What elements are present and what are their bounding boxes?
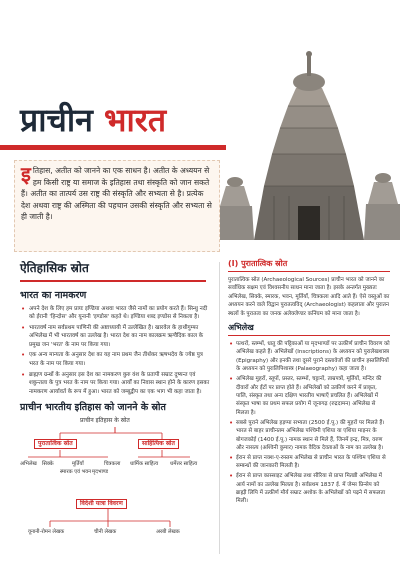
list-item: • एक अन्य मान्यता के अनुसार देश का यह नाम प्रथम जैन तीर्थंकर ऋषभदेव के ज्येष्ठ पुत्र भरत के नाम पर किया गया। [20,351,210,368]
diagram-leaf: मृदभाण्ड [92,469,109,476]
diagram-leaf: अरबी लेखक [156,529,180,536]
naming-list [20,305,210,397]
diagram-root: प्राचीन इतिहास के स्रोत [80,417,130,425]
diagram-leaf: धर्मेत्तर साहित्य [170,461,198,468]
left-column [20,260,210,545]
inscriptions-list [228,340,390,506]
list-item: • सबसे पुराने अभिलेख हड़प्पा सभ्यता (2500 ई.पू.) की मुहरों पर मिलते हैं। भारत से बाहर प्राचीनतम अभिलेख पश्चिमी एशिया या एशिया माइनर के बोगजकोई (1400 ई.पू.) नामक स्थान से मिले हैं, जिनमें इन्द्र, मित्र, वरुण और नासत्य (अश्विनी कुमार) नामक वैदिक देवताओं के नाम का उल्लेख है। [228,419,390,453]
diagram-literary-node: साहित्यिक स्रोत [138,439,179,449]
list-item: • अपने देश के लिए हम प्रायः इण्डिया अथवा भारत जैसे नामों का प्रयोग करते हैं। सिन्धु नदी को ईरानी 'हिन्दोस' और यूनानी 'इण्डोस' कहते थे। इण्डिया शब्द इण्डोस से निकला है। [20,305,210,322]
temple-illustration [214,36,400,240]
diagram-leaf: यूनानी-रोमन लेखक [28,529,65,536]
diagram-title: प्राचीन भारतीय इतिहास को जानने के स्रोत [20,402,166,414]
diagram-leaf: स्मारक एवं भवन [60,469,92,476]
title-word-2: भारत [104,101,167,139]
diagram-leaf: चित्रकला [104,461,121,468]
section-title-historical-sources: ऐतिहासिक स्रोत [20,261,89,275]
subtitle-naming: भारत का नामकरण [20,289,87,301]
diagram-leaf: अभिलेख [20,461,37,468]
heading-archaeological-sources: (I) पुरातात्विक स्रोत [228,259,288,268]
diagram-connectors [20,417,210,545]
heading-rule [228,271,390,272]
page-title [20,100,166,140]
list-item: • अभिलेख मुहरों, स्तूपों, प्रस्तर, स्तम्भों, चट्टानों, ताम्रपत्रों, मूर्तियों, मन्दिर की दीवारों और ईंटों पर प्राप्त होते हैं। अभिलेखों को उत्कीर्ण करने में प्राकृत, पालि, संस्कृत तथा अन्य दक्षिण भारतीय भाषाएँ प्रचलित हैं। अभिलेखों में संस्कृत भाषा का प्रथम सफल प्रयोग में जूनागढ़ (रुद्रदामन) अभिलेख से मिलता है। [228,375,390,417]
diagram-archaeological-node: पुरातात्विक स्रोत [34,439,77,449]
right-column [228,258,390,507]
diagram-leaf: चीनी लेखक [94,529,117,536]
list-item: • ईरान से प्राप्त कास्साइट अभिलेख तथा सीरिया से प्राप्त मितन्नी अभिलेख में आर्य नामों का उल्लेख मिलता है। सर्वप्रथम 1837 ई. में जेम्स प्रिन्सेप को ब्राह्मी लिपि में उत्कीर्ण मौर्य सम्राट अशोक के अभिलेखों को पढ़ने में सफलता मिली। [228,472,390,506]
list-item: • ईरान से प्राप्त नक्श-ए-रुस्तम अभिलेख से प्राचीन भारत के पश्चिम एशिया से सम्बन्धों की जानकारी मिलती है। [228,454,390,471]
list-item: • ब्राह्मण ग्रन्थों के अनुसार इस देश का नामकरण कुरु वंश के प्रतापी सम्राट दुष्यन्त एवं शकुन्तला के पुत्र भरत के नाम पर किया गया। आर्यों का निवास स्थान होने के कारण इसका नामकरण आर्यावर्त के रूप में हुआ। भारत को जम्बूद्वीप का एक भाग भी कहा जाता है। [20,371,210,397]
diagram-leaf: सिक्के [42,461,54,468]
section-rule [20,280,206,282]
sources-diagram [20,417,210,545]
heading-rule [228,335,390,336]
column-divider [219,262,220,554]
list-item: • पत्थरों, स्तम्भों, धातु की पट्टिकाओं या मृदभाण्डों पर उत्कीर्ण प्राचीन विवरण को अभिलेख कहते हैं। अभिलेखों (Inscriptions) के अध्ययन को पुरालेखशास्त्र (Epigraphy) और इनकी तथा दूसरे पुराने दस्तावेजों की प्राचीन हस्तलिपियों के अध्ययन को पुरालिपिशास्त्र (Palaeography) कहा जाता है। [228,340,390,374]
diagram-leaf: मूर्तियाँ [72,461,84,468]
intro-drop-cap: इ [21,162,31,186]
intro-box [14,160,220,252]
diagram-foreign-node: विदेशी यात्रा विवरण [76,499,127,509]
heading-inscriptions: अभिलेख [228,323,254,333]
intro-text: तिहास, अतीत को जानने का एक साधन है। अतीत के अध्ययन से हम किसी राष्ट्र या समाज के इतिहास तथा संस्कृति को जान सकते हैं। अतीत का तात्पर्य उस राष्ट्र की संस्कृति और सभ्यता से है। प्रत्येक देश अथवा राष्ट्र की अस्मिता की पहचान उसकी संस्कृति और सभ्यता से ही जाती है। [21,166,212,221]
archaeological-paragraph: पुरातात्विक स्रोत (Archaeological Sources) प्राचीन भारत को जानने का सर्वाधिक सक्षम एवं विश्वसनीय साधन माना जाता है। इसके अन्तर्गत मुख्यतः अभिलेख, सिक्के, स्मारक, भवन, मूर्तियाँ, चित्रकला आदि आते हैं। ऐसे वस्तुओं का अध्ययन करने वाले विद्वान पुरातत्वविद् (Archaeologist) कहलाता और पुरातन स्थलों के पुरातत्व का जनक अलेक्जेण्डर कनिंघम को माना जाता है। [228,277,390,317]
intro-accent-bar [0,145,226,150]
list-item: • भारतवर्ष नाम सर्वप्रथम पाणिनी की अष्टाध्यायी में उल्लेखित है। खारवेल के हाथीगुम्फा अभिलेख में भी भारतवर्ष का उल्लेख है। भारत देश का नाम कालक्रम ऋग्वैदिक काल के प्रमुख जन 'भरत' के नाम पर किया गया। [20,324,210,350]
diagram-leaf: धार्मिक साहित्य [130,461,159,468]
title-word-1: प्राचीन [20,101,93,139]
